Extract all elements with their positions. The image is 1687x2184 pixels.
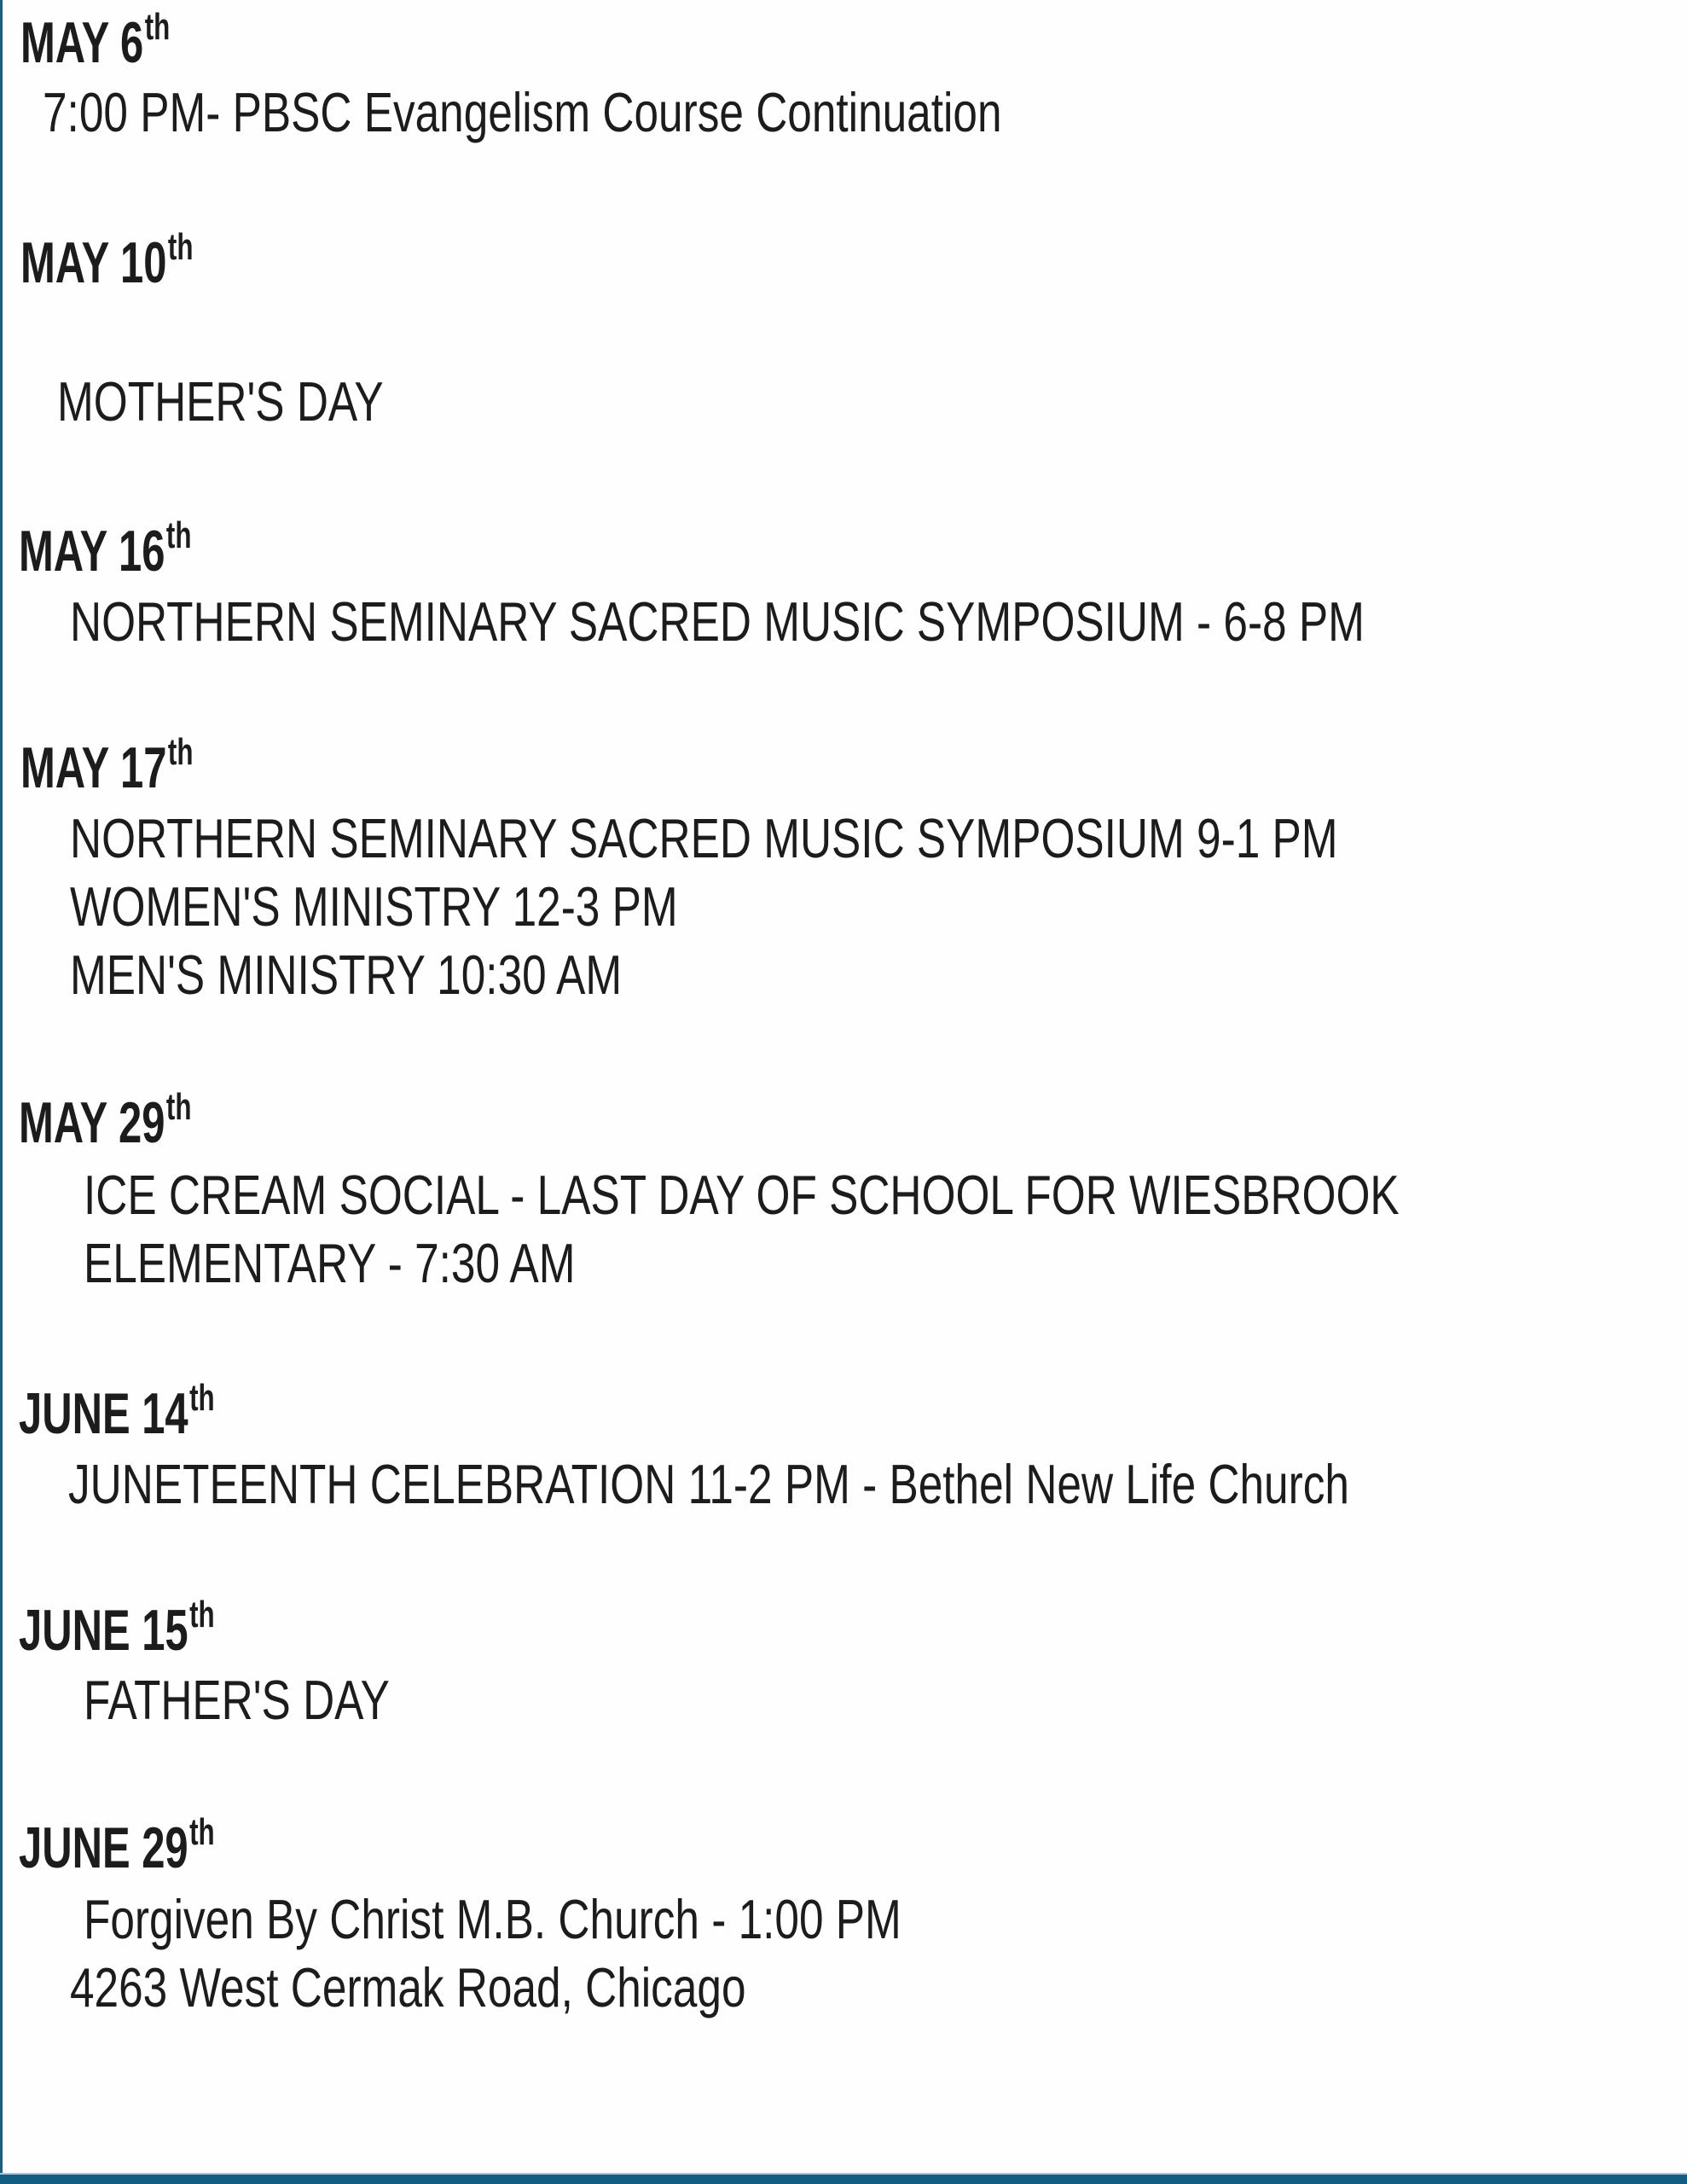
ordinal-suffix: th [189, 1594, 215, 1636]
ordinal-suffix: th [189, 1378, 215, 1420]
event-line: 4263 West Cermak Road, Chicago [70, 1956, 746, 2018]
event-date: JUNE 15 [19, 1598, 188, 1663]
ordinal-suffix: th [167, 732, 194, 774]
ordinal-suffix: th [189, 1812, 215, 1854]
ordinal-suffix: th [144, 7, 171, 49]
event-date: MAY 16 [19, 519, 165, 584]
event-line: 7:00 PM- PBSC Evangelism Course Continuation [43, 81, 1002, 143]
event-date-heading [20, 227, 194, 295]
event-line: FATHER'S DAY [84, 1669, 390, 1731]
event-line: Forgiven By Christ M.B. Church - 1:00 PM [84, 1888, 901, 1950]
event-line: MOTHER'S DAY [57, 370, 384, 433]
event-line: JUNETEENTH CELEBRATION 11-2 PM - Bethel New Life Church [68, 1453, 1349, 1515]
event-date: JUNE 14 [19, 1381, 188, 1446]
event-date: MAY 6 [20, 10, 144, 75]
event-line: NORTHERN SEMINARY SACRED MUSIC SYMPOSIUM - 6-8 PM [70, 590, 1365, 653]
ordinal-suffix: th [167, 227, 194, 269]
event-date-heading [19, 1087, 192, 1155]
event-date-heading [19, 1812, 215, 1880]
event-line: ELEMENTARY - 7:30 AM [84, 1232, 576, 1294]
event-date-heading [19, 1594, 215, 1663]
event-date-heading [19, 515, 192, 584]
event-date: MAY 10 [20, 230, 167, 295]
event-date-heading [20, 732, 194, 800]
event-date-heading [19, 1378, 215, 1446]
event-date: MAY 29 [19, 1090, 165, 1155]
event-line: ICE CREAM SOCIAL - LAST DAY OF SCHOOL FOR WIESBROOK [84, 1164, 1400, 1226]
left-accent-border [0, 0, 3, 2184]
ordinal-suffix: th [165, 1087, 192, 1129]
bottom-accent-bar [0, 2173, 1687, 2184]
ordinal-suffix: th [165, 515, 192, 557]
event-line: MEN'S MINISTRY 10:30 AM [70, 944, 623, 1006]
event-date: JUNE 29 [19, 1815, 188, 1880]
event-date-heading [20, 7, 171, 75]
event-line: WOMEN'S MINISTRY 12-3 PM [70, 875, 678, 938]
event-line: NORTHERN SEMINARY SACRED MUSIC SYMPOSIUM 9-1 PM [70, 807, 1338, 869]
event-date: MAY 17 [20, 735, 167, 800]
